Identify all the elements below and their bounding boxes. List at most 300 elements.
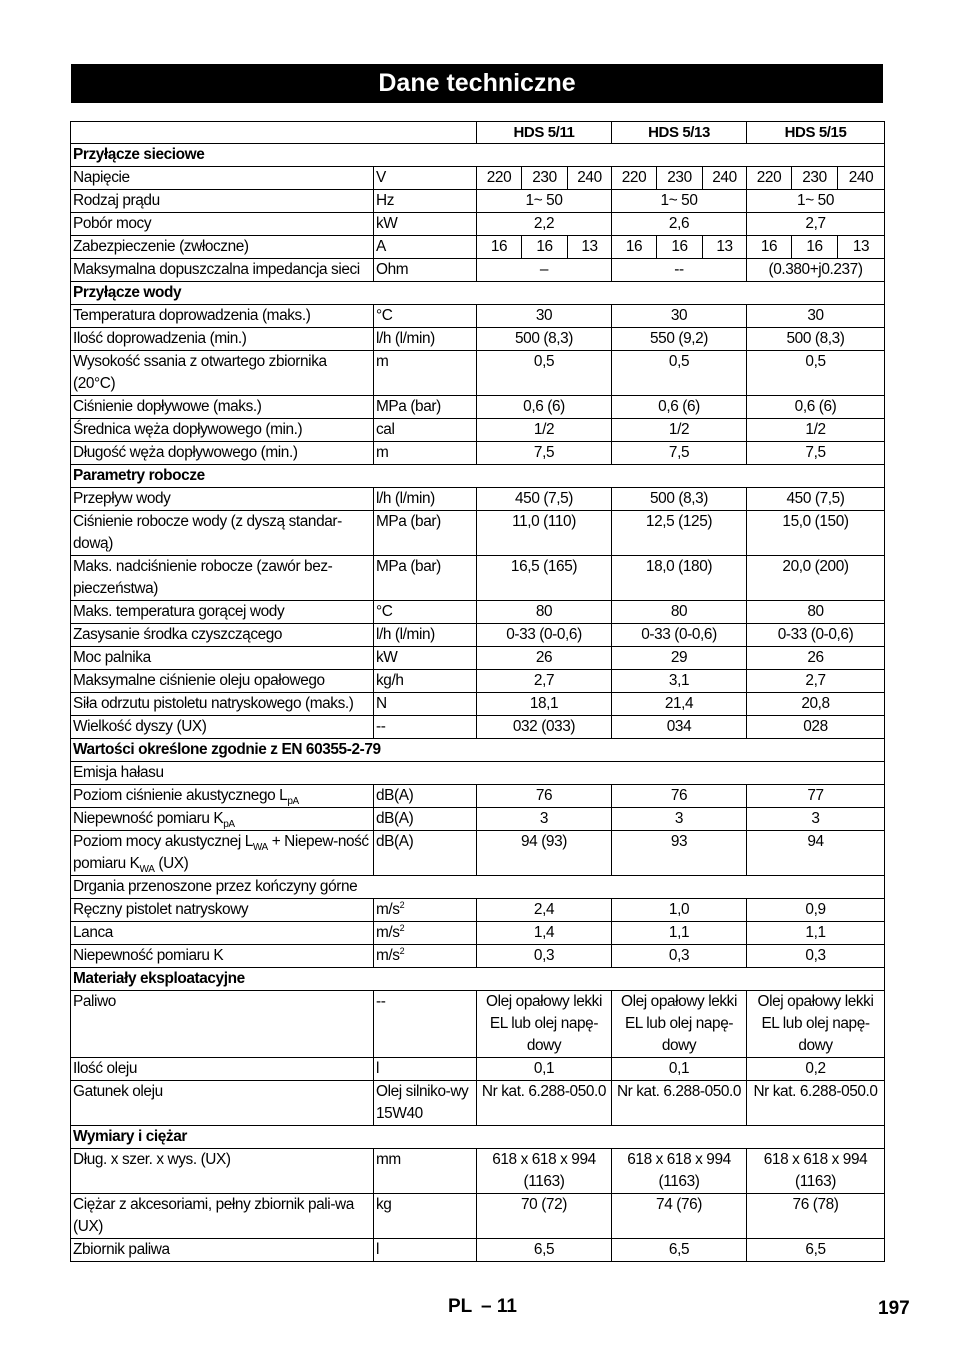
row-label-text: Ciężar z akcesoriami, pełny zbiornik pali-wa (UX) xyxy=(73,1196,354,1235)
value-cell: 0,3 xyxy=(747,945,885,968)
row-unit-text: MPa (bar) xyxy=(376,513,441,530)
value-cell: 7,5 xyxy=(477,442,612,465)
table-row xyxy=(71,1239,885,1262)
value-cell: 1/2 xyxy=(612,419,747,442)
row-unit-text: Olej silniko-wy 15W40 xyxy=(376,1083,469,1122)
row-label xyxy=(71,991,374,1058)
table-row xyxy=(71,1081,885,1126)
row-unit xyxy=(374,808,477,831)
row-unit xyxy=(374,442,477,465)
row-label xyxy=(71,511,374,556)
row-unit-text: m/s xyxy=(376,947,400,964)
value-cell: 30 xyxy=(747,305,885,328)
row-label xyxy=(71,1149,374,1194)
table-row xyxy=(71,396,885,419)
row-label-text: Moc palnika xyxy=(73,649,151,666)
value-cell: 500 (8,3) xyxy=(477,328,612,351)
row-label-text: Niepewność pomiaru K xyxy=(73,947,224,964)
value-cell: 1~ 50 xyxy=(747,190,885,213)
row-unit-text: kg/h xyxy=(376,672,404,689)
row-unit-text: Hz xyxy=(376,192,395,209)
value-cell: 20,8 xyxy=(747,693,885,716)
value-cell: 70 (72) xyxy=(477,1194,612,1239)
table-row xyxy=(71,899,885,922)
row-unit xyxy=(374,785,477,808)
row-label-text: Zbiornik paliwa xyxy=(73,1241,170,1258)
row-label-text: Poziom ciśnienie akustycznego L xyxy=(73,787,288,804)
value-cell: 16 xyxy=(522,236,568,259)
section-header: Parametry robocze xyxy=(71,465,885,488)
row-unit xyxy=(374,945,477,968)
value-cell: 6,5 xyxy=(477,1239,612,1262)
row-label xyxy=(71,624,374,647)
table-row xyxy=(71,190,885,213)
row-label-text: Rodzaj prądu xyxy=(73,192,160,209)
table-row xyxy=(71,305,885,328)
table-row xyxy=(71,808,885,831)
value-cell: 6,5 xyxy=(747,1239,885,1262)
row-unit xyxy=(374,1194,477,1239)
row-label-text: Wielkość dyszy (UX) xyxy=(73,718,207,735)
value-cell: 13 xyxy=(703,236,747,259)
row-unit-text: A xyxy=(376,238,386,255)
value-cell: 1/2 xyxy=(747,419,885,442)
value-cell: 18,0 (180) xyxy=(612,556,747,601)
table-row xyxy=(71,236,885,259)
value-cell: 0,1 xyxy=(612,1058,747,1081)
row-label xyxy=(71,670,374,693)
section-header: Przyłącze sieciowe xyxy=(71,144,885,167)
value-cell: 80 xyxy=(477,601,612,624)
row-label xyxy=(71,167,374,190)
row-label-text: (UX) xyxy=(154,855,189,872)
row-label xyxy=(71,396,374,419)
value-cell: 230 xyxy=(657,167,703,190)
row-label xyxy=(71,1194,374,1239)
row-label-text: Wysokość ssania z otwartego zbiornika (20°C) xyxy=(73,353,327,392)
value-cell: 16 xyxy=(792,236,838,259)
row-label xyxy=(71,899,374,922)
row-unit xyxy=(374,716,477,739)
value-cell: 450 (7,5) xyxy=(747,488,885,511)
value-cell: 0,5 xyxy=(612,351,747,396)
row-label xyxy=(71,1081,374,1126)
value-cell: 7,5 xyxy=(612,442,747,465)
row-label-text: Napięcie xyxy=(73,169,130,186)
section-header: Wymiary i ciężar xyxy=(71,1126,885,1149)
value-cell: (0.380+j0.237) xyxy=(747,259,885,282)
row-label xyxy=(71,601,374,624)
row-label xyxy=(71,647,374,670)
row-unit xyxy=(374,899,477,922)
row-label xyxy=(71,419,374,442)
row-label-text: Ręczny pistolet natryskowy xyxy=(73,901,249,918)
row-label xyxy=(71,442,374,465)
value-cell: 13 xyxy=(568,236,612,259)
value-cell: 0,6 (6) xyxy=(747,396,885,419)
row-label xyxy=(71,351,374,396)
row-label-text: Dług. x szer. x wys. (UX) xyxy=(73,1151,231,1168)
value-cell: 220 xyxy=(477,167,522,190)
value-cell: 028 xyxy=(747,716,885,739)
value-cell: 26 xyxy=(747,647,885,670)
row-label-text: Niepewność pomiaru K xyxy=(73,810,224,827)
section-header-row xyxy=(71,739,885,762)
row-unit-text: N xyxy=(376,695,387,712)
value-cell: 2,7 xyxy=(747,670,885,693)
table-row xyxy=(71,601,885,624)
row-label-text: Maks. nadciśnienie robocze (zawór bez-pieczeństwa) xyxy=(73,558,333,597)
row-unit-text: l xyxy=(376,1241,380,1258)
row-unit xyxy=(374,396,477,419)
value-cell: 20,0 (200) xyxy=(747,556,885,601)
value-cell: Nr kat. 6.288-050.0 xyxy=(477,1081,612,1126)
row-unit-text: kg xyxy=(376,1196,392,1213)
value-cell: 240 xyxy=(703,167,747,190)
table-row xyxy=(71,1058,885,1081)
table-row xyxy=(71,762,885,785)
row-label-text: Poziom mocy akustycznej L xyxy=(73,833,253,850)
value-cell: 2,6 xyxy=(612,213,747,236)
value-cell: Nr kat. 6.288-050.0 xyxy=(612,1081,747,1126)
value-cell: 16 xyxy=(747,236,792,259)
section-header: Przyłącze wody xyxy=(71,282,885,305)
row-label-subscript: pA xyxy=(223,819,235,831)
row-label xyxy=(71,1058,374,1081)
value-cell: 1,1 xyxy=(747,922,885,945)
table-row xyxy=(71,945,885,968)
value-cell: 74 (76) xyxy=(612,1194,747,1239)
row-unit xyxy=(374,556,477,601)
footer-section-page: – 11 xyxy=(481,1296,517,1317)
value-cell: 76 (78) xyxy=(747,1194,885,1239)
row-label-text: Ilość oleju xyxy=(73,1060,138,1077)
value-cell: 29 xyxy=(612,647,747,670)
section-header-row xyxy=(71,968,885,991)
value-cell: 6,5 xyxy=(612,1239,747,1262)
row-unit xyxy=(374,328,477,351)
row-unit-text: -- xyxy=(376,718,386,735)
row-label-text: + Niepew-ność pomiaru K xyxy=(73,833,369,872)
row-unit-text: Ohm xyxy=(376,261,409,278)
footer-language: PL xyxy=(448,1296,473,1317)
row-unit-text: °C xyxy=(376,603,393,620)
row-label-text: Zabezpieczenie (zwłoczne) xyxy=(73,238,249,255)
table-row xyxy=(71,259,885,282)
model-header: HDS 5/13 xyxy=(612,122,747,144)
row-unit-text: V xyxy=(376,169,386,186)
row-unit xyxy=(374,259,477,282)
model-header: HDS 5/11 xyxy=(477,122,612,144)
row-unit xyxy=(374,693,477,716)
value-cell: 240 xyxy=(568,167,612,190)
value-cell: 16 xyxy=(612,236,657,259)
value-cell: 2,7 xyxy=(477,670,612,693)
table-row xyxy=(71,693,885,716)
value-cell: 0,3 xyxy=(477,945,612,968)
row-label xyxy=(71,328,374,351)
table-row xyxy=(71,991,885,1058)
value-cell: 80 xyxy=(747,601,885,624)
row-label xyxy=(71,808,374,831)
value-cell: 230 xyxy=(522,167,568,190)
row-unit xyxy=(374,1081,477,1126)
row-label-text: Temperatura doprowadzenia (maks.) xyxy=(73,307,311,324)
value-cell: 240 xyxy=(838,167,885,190)
row-unit-text: mm xyxy=(376,1151,401,1168)
value-cell: 94 xyxy=(747,831,885,876)
row-unit xyxy=(374,1058,477,1081)
row-unit xyxy=(374,351,477,396)
row-label-text: Maksymalne ciśnienie oleju opałowego xyxy=(73,672,325,689)
value-cell: 0,6 (6) xyxy=(477,396,612,419)
value-cell: 0,2 xyxy=(747,1058,885,1081)
table-row xyxy=(71,556,885,601)
row-unit xyxy=(374,488,477,511)
row-unit-text: MPa (bar) xyxy=(376,558,441,575)
value-cell: 0,5 xyxy=(477,351,612,396)
value-cell: 16 xyxy=(477,236,522,259)
value-cell: 80 xyxy=(612,601,747,624)
row-label xyxy=(71,556,374,601)
row-label xyxy=(71,488,374,511)
row-unit xyxy=(374,647,477,670)
row-label-text: Długość węża dopływowego (min.) xyxy=(73,444,298,461)
row-unit xyxy=(374,236,477,259)
subheader: Drgania przenoszone przez kończyny górne xyxy=(71,876,885,899)
value-cell: 3 xyxy=(747,808,885,831)
value-cell: 15,0 (150) xyxy=(747,511,885,556)
row-unit xyxy=(374,305,477,328)
value-cell: 450 (7,5) xyxy=(477,488,612,511)
value-cell: 1,1 xyxy=(612,922,747,945)
value-cell: Olej opałowy lekki EL lub olej napę-dowy xyxy=(612,991,747,1058)
row-label xyxy=(71,236,374,259)
row-unit-text: m xyxy=(376,444,389,461)
row-unit xyxy=(374,511,477,556)
row-unit-text: m/s xyxy=(376,901,400,918)
value-cell: 0,1 xyxy=(477,1058,612,1081)
row-label xyxy=(71,716,374,739)
footer-page-number: 197 xyxy=(878,1298,910,1319)
row-label xyxy=(71,259,374,282)
table-row xyxy=(71,922,885,945)
value-cell: 30 xyxy=(477,305,612,328)
row-unit xyxy=(374,922,477,945)
value-cell: 220 xyxy=(747,167,792,190)
row-unit xyxy=(374,601,477,624)
value-cell: 3,1 xyxy=(612,670,747,693)
table-row xyxy=(71,328,885,351)
model-header-row xyxy=(71,122,885,144)
table-row xyxy=(71,716,885,739)
value-cell: 12,5 (125) xyxy=(612,511,747,556)
value-cell: 26 xyxy=(477,647,612,670)
value-cell: -- xyxy=(612,259,747,282)
value-cell: 93 xyxy=(612,831,747,876)
row-label-text: Przepływ wody xyxy=(73,490,171,507)
value-cell: 550 (9,2) xyxy=(612,328,747,351)
row-label-text: Zasysanie środka czyszczącego xyxy=(73,626,283,643)
value-cell: 1,0 xyxy=(612,899,747,922)
row-label-text: Maksymalna dopuszczalna impedancja sieci xyxy=(73,261,360,278)
row-unit-text: m xyxy=(376,353,389,370)
row-label-text: Średnica węża dopływowego (min.) xyxy=(73,421,303,438)
row-label xyxy=(71,922,374,945)
table-row xyxy=(71,167,885,190)
value-cell: 2,7 xyxy=(747,213,885,236)
value-cell: 0,3 xyxy=(612,945,747,968)
row-label xyxy=(71,1239,374,1262)
row-label xyxy=(71,831,374,876)
row-label-text: Ciśnienie dopływowe (maks.) xyxy=(73,398,262,415)
row-label xyxy=(71,305,374,328)
model-header: HDS 5/15 xyxy=(747,122,885,144)
value-cell: 220 xyxy=(612,167,657,190)
value-cell: 500 (8,3) xyxy=(747,328,885,351)
row-label-text: Paliwo xyxy=(73,993,116,1010)
row-unit-text: -- xyxy=(376,993,386,1010)
value-cell: 0-33 (0-0,6) xyxy=(612,624,747,647)
row-label-text: Siła odrzutu pistoletu natryskowego (maks.) xyxy=(73,695,354,712)
row-label-text: Pobór mocy xyxy=(73,215,152,232)
header-blank xyxy=(71,122,477,144)
value-cell: 2,4 xyxy=(477,899,612,922)
row-label-text: Gatunek oleju xyxy=(73,1083,163,1100)
page-title: Dane techniczne xyxy=(71,64,883,103)
row-unit-text: MPa (bar) xyxy=(376,398,441,415)
value-cell: 0-33 (0-0,6) xyxy=(747,624,885,647)
row-unit xyxy=(374,167,477,190)
row-label-text: Ilość doprowadzenia (min.) xyxy=(73,330,247,347)
row-unit-text: l/h (l/min) xyxy=(376,626,435,643)
section-header-row xyxy=(71,1126,885,1149)
row-unit xyxy=(374,1239,477,1262)
row-label-text: Lanca xyxy=(73,924,113,941)
row-label xyxy=(71,190,374,213)
row-unit xyxy=(374,213,477,236)
section-header-row xyxy=(71,144,885,167)
section-header-row xyxy=(71,465,885,488)
section-header: Materiały eksploatacyjne xyxy=(71,968,885,991)
row-unit-text: kW xyxy=(376,649,398,666)
value-cell: 1,4 xyxy=(477,922,612,945)
value-cell: 618 x 618 x 994 (1163) xyxy=(747,1149,885,1194)
row-unit xyxy=(374,831,477,876)
value-cell: 1~ 50 xyxy=(477,190,612,213)
value-cell: 21,4 xyxy=(612,693,747,716)
row-unit xyxy=(374,1149,477,1194)
value-cell: 11,0 (110) xyxy=(477,511,612,556)
row-unit-text: cal xyxy=(376,421,395,438)
value-cell: 1/2 xyxy=(477,419,612,442)
value-cell: 618 x 618 x 994 (1163) xyxy=(612,1149,747,1194)
value-cell: 3 xyxy=(612,808,747,831)
value-cell: Olej opałowy lekki EL lub olej napę-dowy xyxy=(747,991,885,1058)
row-label-subscript: WA xyxy=(139,864,155,876)
value-cell: 30 xyxy=(612,305,747,328)
table-row xyxy=(71,213,885,236)
value-cell: 13 xyxy=(838,236,885,259)
row-unit xyxy=(374,419,477,442)
row-unit-text: dB(A) xyxy=(376,833,414,850)
row-unit-text: kW xyxy=(376,215,398,232)
row-label-text: Maks. temperatura gorącej wody xyxy=(73,603,285,620)
row-unit xyxy=(374,624,477,647)
value-cell: 230 xyxy=(792,167,838,190)
value-cell: 18,1 xyxy=(477,693,612,716)
value-cell: 16 xyxy=(657,236,703,259)
table-row xyxy=(71,670,885,693)
value-cell: 034 xyxy=(612,716,747,739)
row-unit-superscript: 2 xyxy=(399,899,405,910)
value-cell: 2,2 xyxy=(477,213,612,236)
row-unit-superscript: 2 xyxy=(399,922,405,933)
value-cell: 0,9 xyxy=(747,899,885,922)
table-row xyxy=(71,488,885,511)
row-label xyxy=(71,785,374,808)
value-cell: 0-33 (0-0,6) xyxy=(477,624,612,647)
technical-data-table xyxy=(70,121,885,1262)
value-cell: 7,5 xyxy=(747,442,885,465)
row-unit xyxy=(374,190,477,213)
value-cell: Olej opałowy lekki EL lub olej napę-dowy xyxy=(477,991,612,1058)
row-unit xyxy=(374,670,477,693)
table-row xyxy=(71,511,885,556)
value-cell: 16,5 (165) xyxy=(477,556,612,601)
value-cell: 1~ 50 xyxy=(612,190,747,213)
value-cell: 3 xyxy=(477,808,612,831)
value-cell: 0,5 xyxy=(747,351,885,396)
row-unit-text: l/h (l/min) xyxy=(376,330,435,347)
row-label-subscript: pA xyxy=(287,796,299,808)
value-cell: 0,6 (6) xyxy=(612,396,747,419)
row-label xyxy=(71,693,374,716)
table-row xyxy=(71,442,885,465)
row-unit-text: l xyxy=(376,1060,380,1077)
table-row xyxy=(71,785,885,808)
table-row xyxy=(71,351,885,396)
value-cell: 500 (8,3) xyxy=(612,488,747,511)
value-cell: 618 x 618 x 994 (1163) xyxy=(477,1149,612,1194)
section-header-row xyxy=(71,282,885,305)
row-label-text: Ciśnienie robocze wody (z dyszą standar-dową) xyxy=(73,513,342,552)
row-unit xyxy=(374,991,477,1058)
value-cell: Nr kat. 6.288-050.0 xyxy=(747,1081,885,1126)
row-label-subscript: WA xyxy=(252,842,268,854)
table-row xyxy=(71,831,885,876)
table-row xyxy=(71,876,885,899)
table-row xyxy=(71,419,885,442)
value-cell: 94 (93) xyxy=(477,831,612,876)
row-unit-text: m/s xyxy=(376,924,400,941)
value-cell: – xyxy=(477,259,612,282)
row-unit-text: dB(A) xyxy=(376,810,414,827)
row-unit-text: °C xyxy=(376,307,393,324)
table-row xyxy=(71,647,885,670)
row-unit-text: l/h (l/min) xyxy=(376,490,435,507)
row-label xyxy=(71,213,374,236)
row-unit-superscript: 2 xyxy=(399,945,405,956)
value-cell: 032 (033) xyxy=(477,716,612,739)
value-cell: 76 xyxy=(477,785,612,808)
row-label xyxy=(71,945,374,968)
table-row xyxy=(71,1149,885,1194)
section-header: Wartości określone zgodnie z EN 60355-2-79 xyxy=(71,739,885,762)
row-unit-text: dB(A) xyxy=(376,787,414,804)
value-cell: 77 xyxy=(747,785,885,808)
value-cell: 76 xyxy=(612,785,747,808)
